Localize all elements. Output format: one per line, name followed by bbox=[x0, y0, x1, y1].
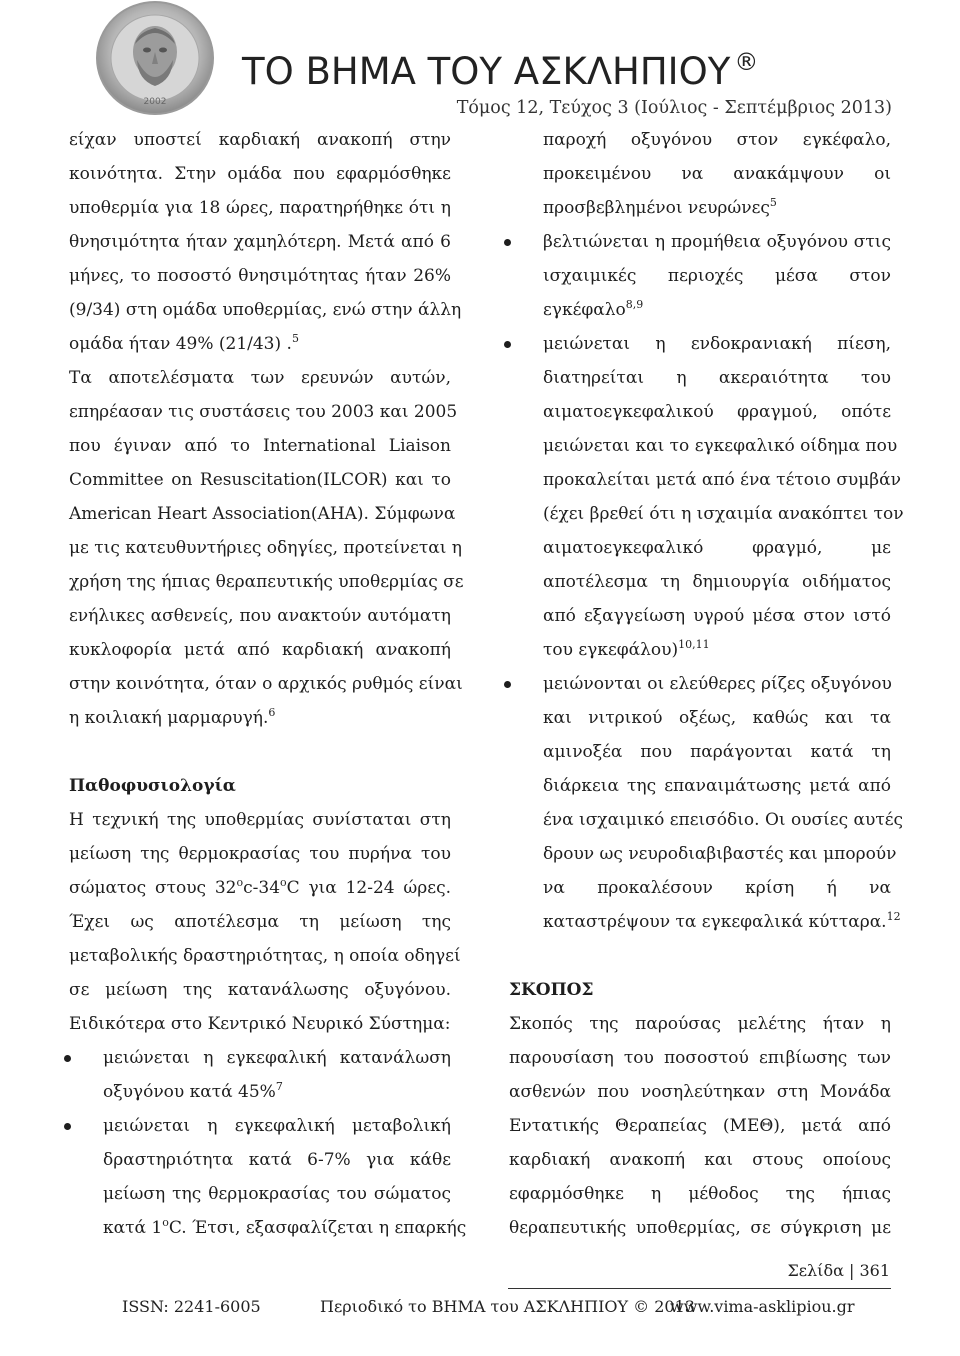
paragraph-technique: Η τεχνική της υποθερμίας συνίσταται στη μείωση της θερμοκρασίας του πυρήνα του σώματος στους 32$^o$c-34$^o$C για 12-24 ώρες. Έχει ως αποτέλεσμα τη μείωση της μεταβολικής δραστηριότητας, η οποία οδηγεί σε μείωση της κατανάλωσης οξυγόνου. Ειδικότερα στο Κεντρικό Νευρικό Σύστημα: bbox=[69, 810, 461, 1034]
footer-issn: ISSN: 2241-6005 bbox=[122, 1297, 261, 1316]
bullet-oxygen-consumption: μειώνεται η εγκεφαλική κατανάλωση οξυγόνου κατά 45%$^7$ bbox=[69, 1041, 451, 1109]
journal-title: ΤΟ ΒΗΜΑ ΤΟΥ ΑΣΚΛΗΠΙΟΥ ® bbox=[242, 48, 759, 93]
paragraph-guidelines: Τα αποτελέσματα των ερευνών αυτών, επηρέασαν τις συστάσεις του 2003 και 2005 που έγιναν από το International Liaison Committee on Resuscitation(ILCOR) και το American Heart Association(AHA). Σύμφωνα με τις κατευθυντήριες οδηγίες, προτείνεται η χρήση της ήπιας θεραπευτικής υποθερμίας σε ενήλικες ασθενείς, που ανακτούν αυτόματη κυκλοφορία μετά από καρδιακή ανακοπή στην κοινότητα, όταν ο αρχικός ρυθμός είναι η κοιλιακή μαρμαρυγή.$^6$ bbox=[69, 368, 464, 728]
citation-ref: 10,11 bbox=[678, 638, 710, 651]
issue-info: Τόμος 12, Τεύχος 3 (Ιούλιος - Σεπτέμβριος 2013) bbox=[456, 98, 892, 118]
bullet-dot bbox=[64, 1123, 71, 1130]
journal-logo bbox=[80, 0, 230, 118]
section-heading-pathophysiology: Παθοφυσιολογία bbox=[69, 776, 236, 796]
bullet-free-radicals: μειώνονται οι ελεύθερες ρίζες οξυγόνου και νιτρικού οξέως, καθώς και τα αμινοξέα που παράγονται κατά τη διάρκεια της επαναιμάτωσης μετά από ένα ισχαιμικό επεισόδιο. Οι ουσίες αυτές δρουν ως νευροδιαβιβαστές και μπορούν να προκαλέσουν κρίση ή να καταστρέψουν τα εγκεφαλικά κύτταρα.$^{12}$ bbox=[509, 667, 891, 939]
footer-divider bbox=[508, 1288, 891, 1289]
citation-ref: 7 bbox=[275, 1080, 283, 1093]
paragraph-aim: Σκοπός της παρούσας μελέτης ήταν η παρουσίαση του ποσοστού επιβίωσης των ασθενών που νοσηλεύτηκαν στη Μονάδα Εντατικής Θεραπείας (ΜΕΘ), μετά από καρδιακή ανακοπή και στους οποίους εφαρμόσθηκε η μέθοδος της ήπιας θεραπευτικής υποθερμίας, σε σύγκριση με bbox=[509, 1014, 891, 1238]
bullet-metabolic-activity: μειώνεται η εγκεφαλική μεταβολική δραστηριότητα κατά 6-7% για κάθε μείωση της θερμοκρασίας του σώματος κατά 1$^o$C. Έτσι, εξασφαλίζεται η επαρκής bbox=[69, 1109, 451, 1245]
svg-text:2002: 2002 bbox=[143, 97, 167, 107]
citation-ref: 8,9 bbox=[625, 298, 644, 311]
citation-ref: 5 bbox=[291, 332, 299, 345]
citation-ref: 5 bbox=[769, 196, 777, 209]
bullet-oxygen-supply: βελτιώνεται η προμήθεια οξυγόνου στις ισχαιμικές περιοχές μέσα στον εγκέφαλο$^{8,9}$ bbox=[509, 225, 891, 327]
registered-mark: ® bbox=[734, 48, 759, 76]
bullet-dot bbox=[504, 681, 511, 688]
section-heading-aim: ΣΚΟΠΟΣ bbox=[509, 980, 594, 1000]
footer-periodical: Περιοδικό το ΒΗΜΑ του ΑΣΚΛΗΠΙΟΥ © 2013 bbox=[320, 1297, 695, 1316]
citation-ref: 12 bbox=[886, 910, 901, 923]
bullet-intracranial-pressure: μειώνεται η ενδοκρανιακή πίεση, διατηρείται η ακεραιότητα του αιματοεγκεφαλικού φραγμού, οπότε μειώνεται και το εγκεφαλικό οίδημα που προκαλείται μετά από ένα τέτοιο συμβάν (έχει βρεθεί ότι η ισχαιμία ανακόπτει τον αιματοεγκεφαλικό φραγμό, με αποτέλεσμα τη δημιουργία οιδήματος από εξαγγείωση υγρού μέσα στον ιστό του εγκεφάλου)$^{10,11}$ bbox=[509, 327, 891, 667]
right-column bbox=[509, 123, 904, 1245]
bullet-continuation: παροχή οξυγόνου στον εγκέφαλο, προκειμένου να ανακάμψουν οι προσβεβλημένοι νευρώνες$^5$ bbox=[543, 130, 891, 218]
bullet-dot bbox=[64, 1055, 71, 1062]
bullet-dot bbox=[504, 239, 511, 246]
bullet-dot bbox=[504, 341, 511, 348]
left-column bbox=[69, 123, 467, 1245]
page-number: Σελίδα | 361 bbox=[787, 1261, 890, 1280]
paragraph-trial-results: είχαν υποστεί καρδιακή ανακοπή στην κοινότητα. Στην ομάδα που εφαρμόσθηκε υποθερμία για 18 ώρες, παρατηρήθηκε ότι η θνησιμότητα ήταν χαμηλότερη. Μετά από 6 μήνες, το ποσοστό θνησιμότητας ήταν 26% (9/34) στη ομάδα υποθερμίας, ενώ στην άλλη ομάδα ήταν 49% (21/43) .$^5$ bbox=[69, 130, 462, 354]
citation-ref: 6 bbox=[268, 706, 276, 719]
footer-url: www.vima-asklipiou.gr bbox=[670, 1297, 855, 1316]
